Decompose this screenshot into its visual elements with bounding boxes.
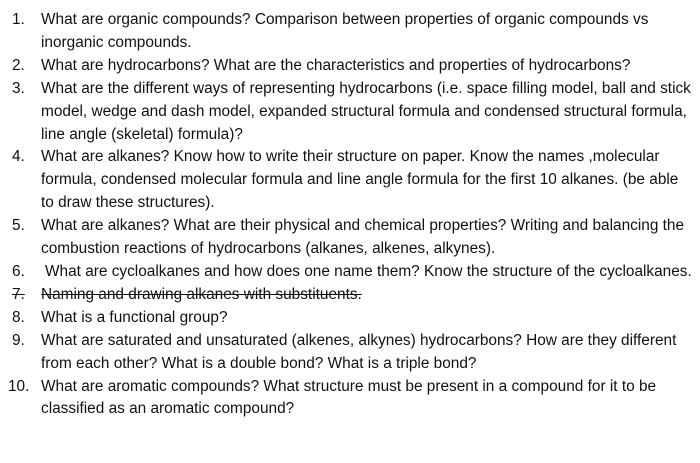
question-text: What are alkanes? Know how to write their structure on paper. Know the names ,molecular formula, condensed molecular formula and line angle formula for the first 10 alkanes. (be able to draw these structures). <box>41 148 679 212</box>
question-text: What are cycloalkanes and how does one name them? Know the structure of the cycloalkanes. <box>45 262 692 280</box>
question-text-struck: Naming and drawing alkanes with substituents. <box>41 285 362 303</box>
question-item-2 <box>12 55 692 78</box>
question-item-5 <box>12 215 692 261</box>
question-number: 2. <box>12 56 25 74</box>
question-item-3 <box>12 78 692 147</box>
question-number: 8. <box>12 308 25 326</box>
question-item-1 <box>12 9 692 55</box>
question-number: 4. <box>12 148 25 166</box>
question-item-4 <box>12 146 692 215</box>
question-item-7 <box>12 284 692 307</box>
question-text: What are alkanes? What are their physical and chemical properties? Writing and balancing the combustion reactions of hydrocarbons (alkanes, alkenes, alkynes). <box>41 217 685 258</box>
question-number: 3. <box>12 79 25 97</box>
question-number: 9. <box>12 331 25 349</box>
question-item-8 <box>12 307 692 330</box>
question-item-6 <box>12 261 692 284</box>
question-item-10 <box>8 376 692 422</box>
question-number: 6. <box>12 262 25 280</box>
question-number: 7. <box>12 285 25 303</box>
question-list <box>8 9 692 421</box>
question-number: 1. <box>12 11 25 28</box>
question-number: 10. <box>8 377 30 395</box>
question-item-9 <box>12 330 692 376</box>
question-text: What are aromatic compounds? What structure must be present in a compound for it to be classified as an aromatic compound? <box>41 377 657 418</box>
question-text: What is a functional group? <box>41 308 228 326</box>
question-text: What are saturated and unsaturated (alkenes, alkynes) hydrocarbons? How are they different from each other? What is a double bond? What is a triple bond? <box>41 331 677 372</box>
question-text: What are the different ways of representing hydrocarbons (i.e. space filling model, ball and stick model, wedge and dash model, expanded structural formula and condensed structural formula, line angle (skeletal) formula)? <box>41 79 691 143</box>
question-text: What are organic compounds? Comparison between properties of organic compounds vs inorganic compounds. <box>41 11 649 51</box>
question-text: What are hydrocarbons? What are the characteristics and properties of hydrocarbons? <box>41 56 631 74</box>
question-number: 5. <box>12 217 25 235</box>
